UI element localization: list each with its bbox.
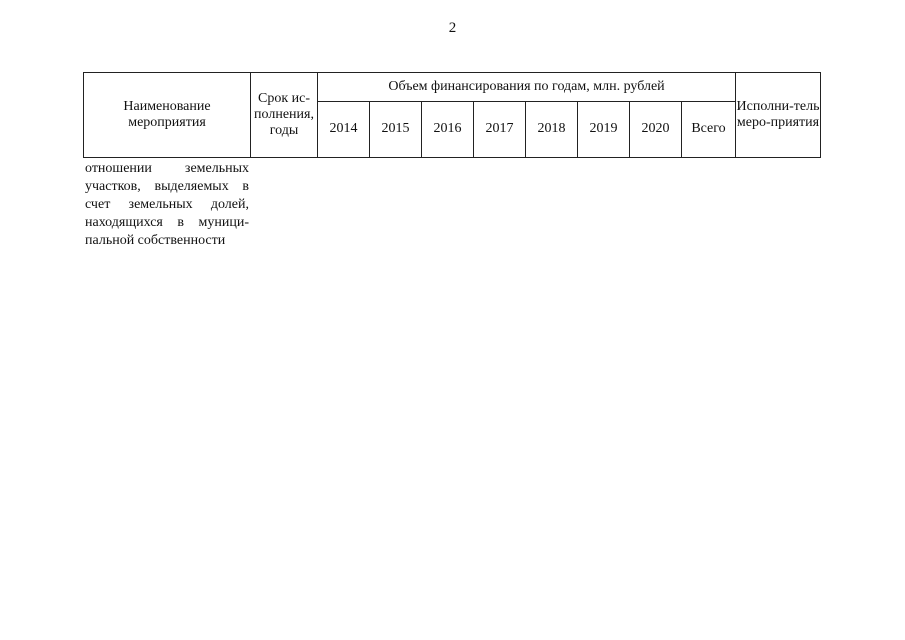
header-event-name: Наименование мероприятия bbox=[84, 73, 251, 158]
header-term: Срок ис-полнения, годы bbox=[251, 73, 318, 158]
continuation-line: участков, выделяемых в bbox=[85, 179, 249, 194]
continuation-line: находящихся в муници- bbox=[85, 215, 249, 230]
header-financing-group: Объем финансирования по годам, млн. рублей bbox=[318, 73, 736, 102]
header-year: 2019 bbox=[578, 102, 630, 158]
header-year: 2018 bbox=[526, 102, 578, 158]
header-total: Всего bbox=[682, 102, 736, 158]
header-year: 2016 bbox=[422, 102, 474, 158]
event-name-continuation bbox=[85, 160, 249, 250]
financing-table bbox=[83, 72, 821, 158]
continuation-line: пальной собственности bbox=[85, 233, 226, 248]
table-header-row bbox=[84, 73, 821, 102]
continuation-line: отношении земельных bbox=[85, 161, 249, 176]
header-year: 2017 bbox=[474, 102, 526, 158]
header-year: 2020 bbox=[630, 102, 682, 158]
header-executor: Исполни-тель меро-приятия bbox=[736, 73, 821, 158]
header-year: 2015 bbox=[370, 102, 422, 158]
continuation-line: счет земельных долей, bbox=[85, 197, 249, 212]
header-year: 2014 bbox=[318, 102, 370, 158]
page-number: 2 bbox=[448, 20, 457, 36]
